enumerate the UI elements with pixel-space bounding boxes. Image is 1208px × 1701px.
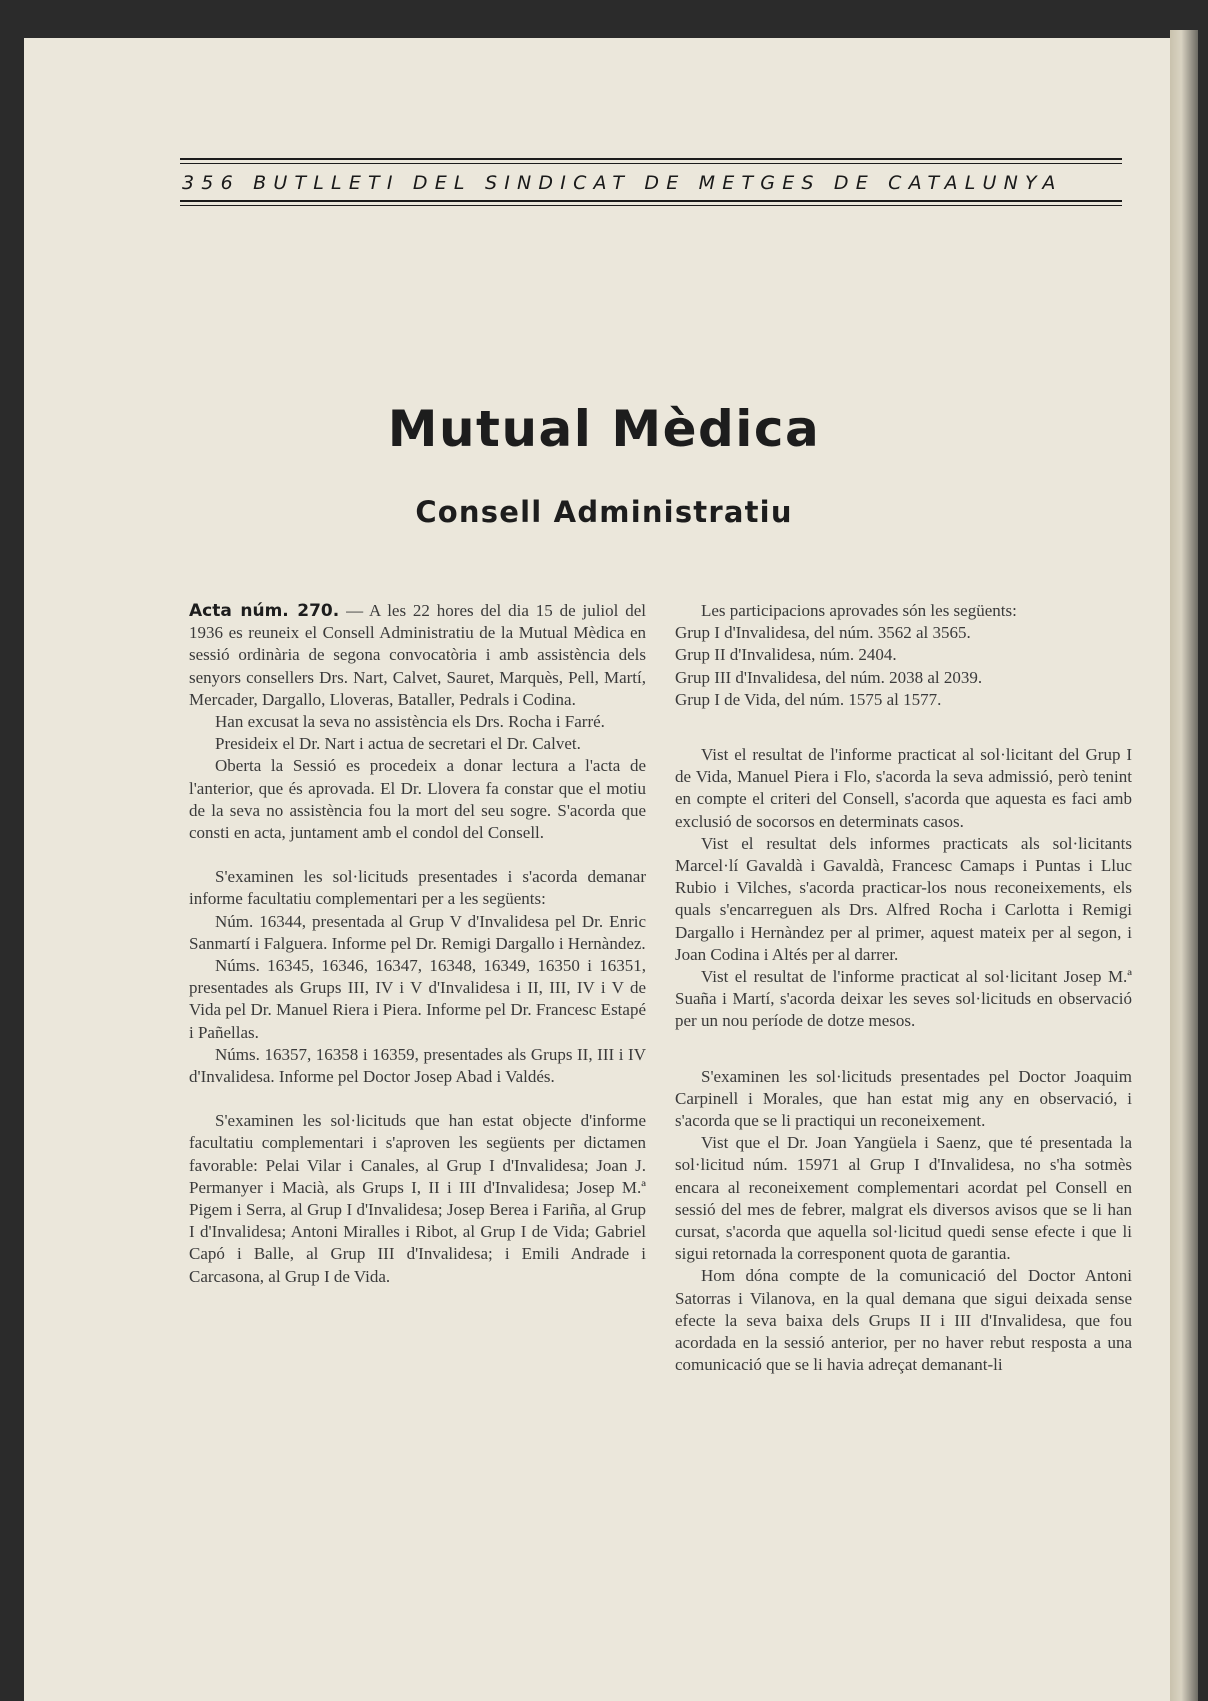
running-title-line xyxy=(180,164,1122,200)
paragraph: Núms. 16345, 16346, 16347, 16348, 16349, 16350 i 16351, presentades als Grups III, IV i V d'Invalidesa i II, III, IV i V de Vida pel Dr. Manuel Riera i Piera. Informe pel Dr. Francesc Estapé i Pañellas. xyxy=(189,956,646,1042)
paragraph: Núm. 16344, presentada al Grup V d'Invalidesa pel Dr. Enric Sanmartí i Falguera. Informe pel Dr. Remigi Dargallo i Hernàndez. xyxy=(189,911,646,953)
article-subtitle: Consell Administratiu xyxy=(415,495,793,529)
article-title: Mutual Mèdica xyxy=(387,400,821,458)
paragraph: Vist el resultat de l'informe practicat al sol·licitant del Grup I de Vida, Manuel Piera i Flo, s'acorda la seva admissió, però tenint en compte el criteri del Consell, s'acorda que aquesta es faci amb exclusió de socorsos en determinats casos. xyxy=(675,745,1132,831)
header-rule-bottom-thin xyxy=(180,205,1122,206)
page-number: 356 xyxy=(182,172,240,194)
paragraph: Han excusat la seva no assistència els Drs. Rocha i Farré. xyxy=(215,712,605,732)
paragraph: S'examinen les sol·licituds que han estat objecte d'informe facultatiu complementari i s'aproven les següents per dictamen favorable: Pelai Vilar i Canales, al Grup I d'Invalidesa; Joan J. Permanyer i Macià, als Grups I, II i III d'Invalidesa; Josep M.ª Pigem i Serra, al Grup I d'Invalidesa; Josep Berea i Fariña, al Grup I d'Invalidesa; Antoni Miralles i Ribot, al Grup I de Vida; Gabriel Capó i Balle, al Grup III d'Invalidesa; i Emili Andrade i Carcasona, al Grup I de Vida. xyxy=(189,1111,646,1286)
list-item: Grup I d'Invalidesa, del núm. 3562 al 3565. xyxy=(675,623,971,643)
acta-lead: Acta núm. 270. xyxy=(189,601,340,621)
paragraph: Vist que el Dr. Joan Yangüela i Saenz, que té presentada la sol·licitud núm. 15971 al Grup I d'Invalidesa, no s'ha sotmès encara al reconeixement complementari acordat pel Consell en sessió del mes de febrer, malgrat els diversos avisos que se li han cursat, s'acorda que aquella sol·licitud quedi sense efecte i que li sigui retornada la corresponent quota de garantia. xyxy=(675,1133,1132,1264)
running-title: BUTLLETI DEL SINDICAT DE METGES DE CATALUNYA xyxy=(253,172,1063,194)
header-rule-top xyxy=(180,158,1122,160)
running-header xyxy=(180,158,1122,206)
paragraph: S'examinen les sol·licituds presentades pel Doctor Joaquim Carpinell i Morales, que han estat mig any en observació, i s'acorda que se li practiqui un reconeixement. xyxy=(675,1066,1132,1131)
paragraph: Oberta la Sessió es procedeix a donar lectura a l'acta de l'anterior, que és aprovada. El Dr. Llovera fa constar que el motiu de la seva no assistència fou la mort del seu sogre. S'acorda que consti en acta, juntament amb el condol del Consell. xyxy=(189,756,646,843)
right-column xyxy=(675,600,1132,1377)
header-rule-bottom xyxy=(180,200,1122,202)
paragraph: S'examinen les sol·licituds presentades i s'acorda demanar informe facultatiu complementari per a les següents: xyxy=(189,867,646,909)
paragraph xyxy=(189,600,646,711)
paragraph-text: — A les 22 hores del dia 15 de juliol del 1936 es reuneix el Consell Administratiu de la Mutual Mèdica en sessió ordinària de segona convocatòria i amb assistència dels senyors consellers Drs. Nart, Calvet, Sauret, Marquès, Pell, Martí, Mercader, Dargallo, Lloveras, Bataller, Pedrals i Codina. xyxy=(189,601,646,709)
page-edge xyxy=(1170,30,1198,1701)
paragraph: Les participacions aprovades són les següents: xyxy=(701,601,1017,620)
paragraph: Núms. 16357, 16358 i 16359, presentades als Grups II, III i IV d'Invalidesa. Informe pel Doctor Josep Abad i Valdés. xyxy=(189,1044,646,1087)
paragraph: Presideix el Dr. Nart i actua de secretari el Dr. Calvet. xyxy=(215,734,581,754)
list-item: Grup III d'Invalidesa, del núm. 2038 al 2039. xyxy=(675,667,983,687)
list-item: Grup I de Vida, del núm. 1575 al 1577. xyxy=(675,689,942,709)
paragraph: Hom dóna compte de la comunicació del Doctor Antoni Satorras i Vilanova, en la qual demana que sigui deixada sense efecte la seva baixa dels Grups II i III d'Invalidesa, que fou acordada en la sessió anterior, per no haver rebut resposta a una comunicació que se li havia adreçat demanant-li xyxy=(675,1266,1132,1375)
paragraph: Vist el resultat dels informes practicats als sol·licitants Marcel·lí Gavaldà i Gavaldà, Francesc Camaps i Puntas i Lluc Rubio i Vilches, s'acorda practicar-los nous reconeixements, els quals s'encarreguen als Drs. Alfred Rocha i Carlotta i Remigi Dargallo i Hernàndez per al primer, aquest mateix per al segon, i Joan Codina i Altés per al darrer. xyxy=(675,833,1132,964)
left-column xyxy=(189,600,646,1288)
list-item: Grup II d'Invalidesa, núm. 2404. xyxy=(675,645,897,665)
paragraph: Vist el resultat de l'informe practicat al sol·licitant Josep M.ª Suaña i Martí, s'acorda deixar les seves sol·licituds en observació per un nou període de dotze mesos. xyxy=(675,967,1132,1031)
